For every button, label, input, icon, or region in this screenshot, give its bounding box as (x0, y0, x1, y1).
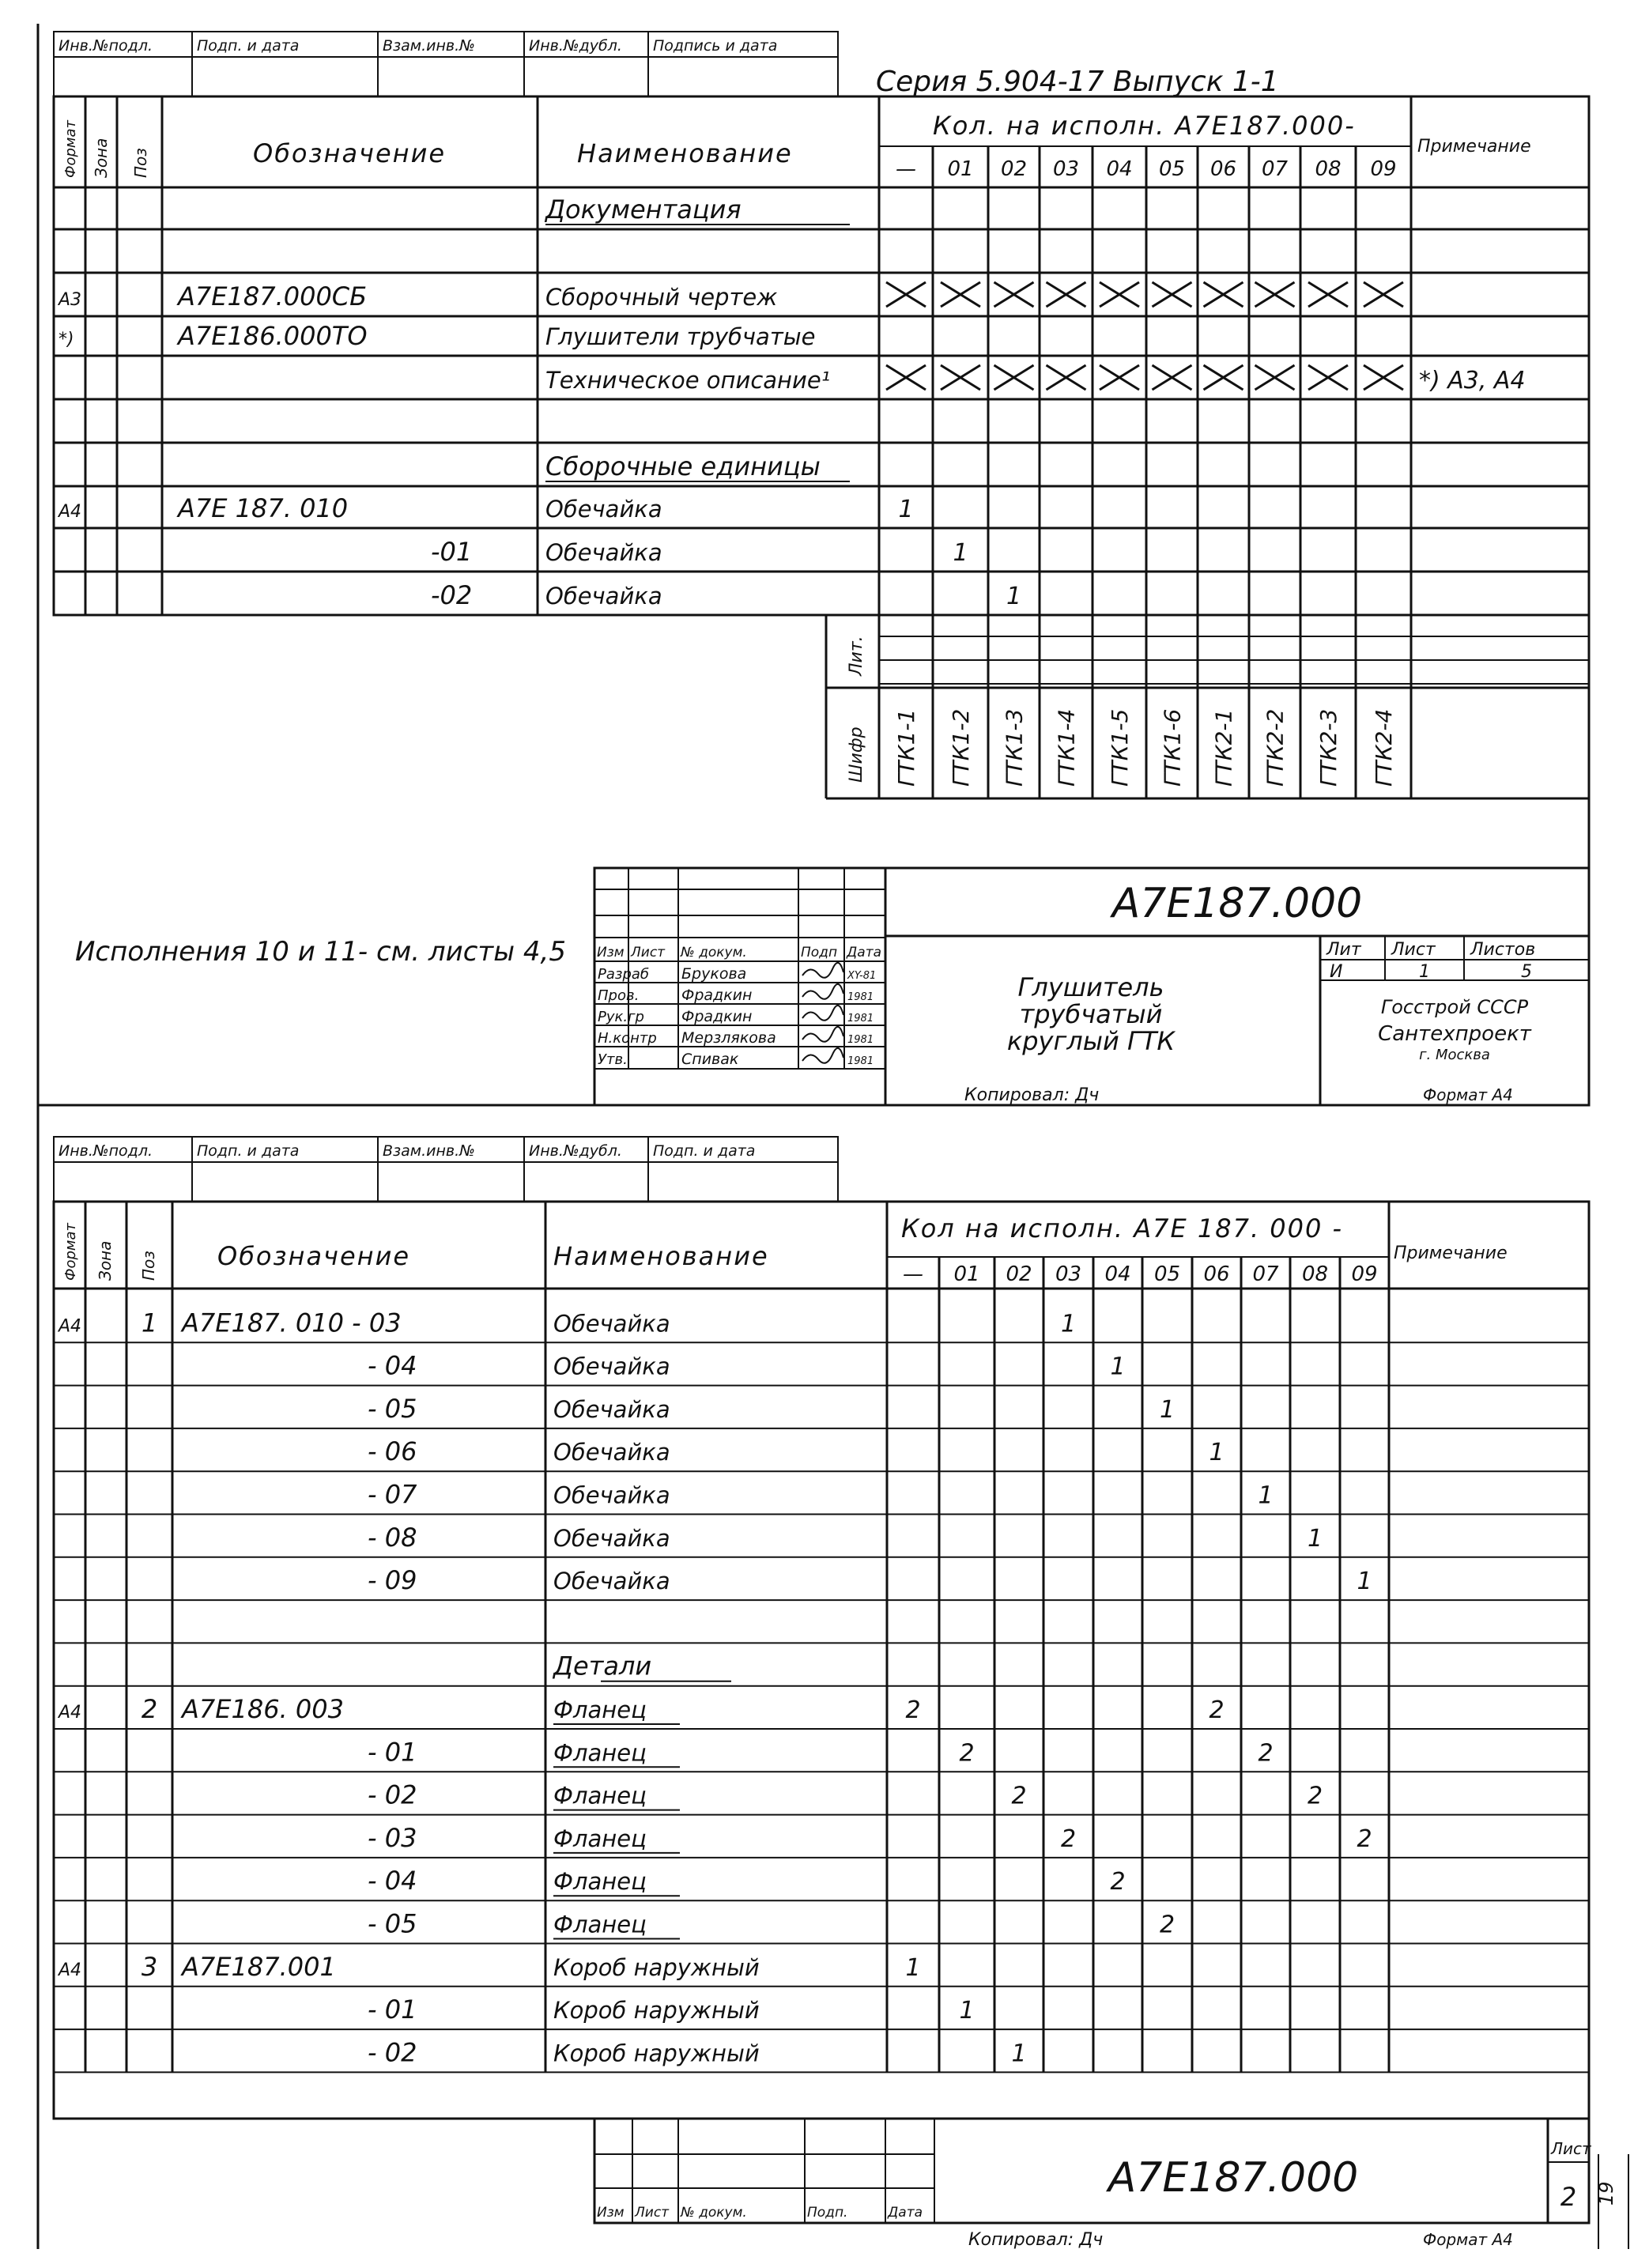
row-designation: - 05 (368, 1393, 417, 1424)
inventory-label: Взам.инв.№ (383, 37, 475, 55)
cross-value: X (1383, 388, 1384, 389)
cross-mark (1255, 282, 1295, 307)
row-name: Фланец (553, 1825, 647, 1852)
role-name: Спивак (681, 1051, 739, 1068)
row-designation: А7Е 187. 010 (178, 493, 349, 523)
cipher-value: ГТК2-3 (1315, 708, 1342, 787)
cross-value: X (1066, 388, 1067, 389)
qty-value: 1 (898, 496, 914, 523)
row-name: Фланец (553, 1868, 647, 1896)
cross-mark (1047, 365, 1086, 390)
qty-value: 1 (1209, 1439, 1225, 1467)
copied-by: Копировал: Дч (968, 2230, 1104, 2250)
cipher-value: ГТК2-4 (1371, 708, 1397, 787)
cross-mark (886, 365, 926, 390)
document-code: А7Е187.000 (1111, 880, 1363, 927)
inventory-label: Подп. и дата (197, 1142, 300, 1160)
row-name: Обечайка (553, 1481, 670, 1509)
cross-value: X (906, 388, 907, 389)
title-col-head: Лист (631, 945, 666, 960)
header-qty: Кол. на исполн. А7Е187.000- (933, 111, 1356, 141)
row-name: Техническое описание¹ (545, 367, 831, 394)
row-designation: - 04 (368, 1866, 417, 1896)
variant-header: 07 (1252, 1262, 1279, 1286)
row-designation: А7Е186.000ТО (178, 321, 368, 351)
row-name: Сборочный чертеж (545, 284, 778, 311)
role-label: Разраб (598, 966, 650, 983)
row-name: Обечайка (553, 1310, 670, 1338)
role-date: 1981 (847, 1055, 874, 1067)
row-pos: 3 (141, 1951, 158, 1982)
role-name: Фрадкин (681, 1008, 753, 1025)
role-name: Брукова (681, 965, 747, 983)
variant-header: — (896, 157, 916, 181)
qty-value: 1 (905, 1953, 921, 1982)
org-ministry: Госстрой СССР (1380, 996, 1529, 1018)
variant-header: 08 (1301, 1262, 1329, 1286)
cross-value: X (960, 305, 961, 306)
qty-value: 1 (1060, 1310, 1077, 1338)
row-designation: - 04 (368, 1350, 417, 1381)
qty-value: 2 (959, 1739, 975, 1768)
document-code: А7Е187.000 (1108, 2154, 1359, 2202)
inventory-label: Инв.№дубл. (529, 37, 622, 55)
variant-header: 06 (1203, 1262, 1230, 1286)
cross-mark (1364, 282, 1403, 307)
header-note: Примечание (1417, 137, 1531, 157)
qty-value: 1 (1258, 1481, 1274, 1510)
inventory-label: Подп. и дата (653, 1142, 756, 1160)
title-col-head: № докум. (681, 2205, 747, 2221)
cipher-value: ГТК1-2 (948, 708, 974, 787)
inventory-label: Подп. и дата (197, 37, 300, 55)
variant-header: — (903, 1262, 923, 1286)
title-col-head: Изм (597, 2205, 625, 2221)
role-date: 1981 (847, 1013, 874, 1025)
header-pos: Поз (131, 148, 150, 178)
title-col-head: Дата (888, 2205, 923, 2221)
header-note: Примечание (1394, 1243, 1508, 1263)
row-name: Короб наружный (553, 2040, 760, 2067)
qty-value: 2 (1258, 1739, 1274, 1768)
cross-mark (994, 282, 1034, 307)
row-designation: - 09 (368, 1565, 417, 1596)
signature-scribble (802, 1027, 843, 1042)
role-label: Н.контр (598, 1030, 657, 1047)
title-col-head: № докум. (681, 945, 747, 960)
cross-value: X (1383, 305, 1384, 306)
title-col-head: Изм (597, 945, 625, 960)
title-col-head: Подп (801, 945, 838, 960)
qty-value: 2 (1159, 1911, 1175, 1939)
row-name: Обечайка (545, 496, 662, 523)
signature-scribble (802, 984, 843, 999)
qty-value: 2 (1060, 1825, 1077, 1853)
variant-header: 02 (1006, 1262, 1032, 1286)
inventory-label: Подпись и дата (653, 37, 778, 55)
header-format: Формат (62, 119, 79, 178)
cipher-value: ГТК2-2 (1262, 708, 1289, 787)
qty-value: 1 (959, 1997, 975, 2025)
margin-page-number: 19 (1595, 2181, 1617, 2206)
variant-header: 05 (1153, 1262, 1181, 1286)
variant-header: 01 (947, 157, 974, 181)
cipher-value: ГТК1-1 (893, 708, 919, 787)
row-format: А4 (58, 1316, 82, 1337)
row-designation: - 05 (368, 1908, 417, 1939)
qty-value: 2 (1357, 1825, 1372, 1853)
cross-value: X (1223, 388, 1225, 389)
row-name: Обечайка (553, 1395, 670, 1423)
cross-value: X (1119, 305, 1120, 306)
row-name: Документация (545, 194, 742, 225)
cross-mark (994, 365, 1034, 390)
header-designation: Обозначение (253, 138, 447, 168)
cross-mark (1153, 365, 1192, 390)
row-designation: - 02 (368, 2037, 417, 2068)
row-name: Обечайка (545, 539, 662, 566)
qty-value: 2 (1209, 1696, 1225, 1724)
row-designation: - 03 (368, 1822, 417, 1853)
row-designation: - 01 (368, 1994, 417, 2025)
qty-value: 1 (1110, 1353, 1126, 1381)
role-date: XY-81 (847, 970, 877, 982)
cross-value: X (1274, 305, 1276, 306)
org-city: г. Москва (1419, 1047, 1490, 1063)
inventory-label: Инв.№подл. (58, 37, 153, 55)
cross-mark (1255, 365, 1295, 390)
cross-mark (1364, 365, 1403, 390)
row-designation: А7Е187. 010 - 03 (182, 1308, 402, 1338)
row-name: Фланец (553, 1696, 647, 1723)
cross-mark (941, 365, 980, 390)
signature-scribble (802, 1048, 843, 1063)
qty-value: 1 (1011, 2040, 1027, 2068)
signature-scribble (802, 1006, 843, 1021)
row-designation: А7Е187.000СБ (178, 281, 368, 311)
row-name: Фланец (553, 1911, 647, 1938)
cross-mark (1308, 365, 1348, 390)
cross-mark (1047, 282, 1086, 307)
qty-value: 1 (1307, 1524, 1323, 1553)
row-name: Короб наружный (553, 1953, 760, 1981)
row-format: А4 (58, 502, 82, 522)
row-designation: А7Е186. 003 (182, 1694, 344, 1724)
product-title: трубчатый (1019, 999, 1163, 1029)
variant-header: 01 (953, 1262, 980, 1286)
row-designation: -02 (431, 580, 473, 610)
cross-value: X (1066, 305, 1067, 306)
variant-header: 06 (1209, 157, 1237, 181)
qty-value: 1 (1357, 1568, 1372, 1596)
qty-value: 2 (905, 1696, 921, 1724)
row-designation: -01 (431, 537, 473, 567)
qty-value: 2 (1110, 1868, 1126, 1896)
org-institute: Сантехпроект (1378, 1022, 1531, 1046)
role-label: Рук.гр (598, 1009, 644, 1025)
title-col-head: Подп. (807, 2205, 848, 2221)
cross-value: X (960, 388, 961, 389)
paper-format: Формат А4 (1423, 1085, 1513, 1104)
row-note: *) А3, А4 (1419, 367, 1526, 394)
variant-header: 04 (1106, 157, 1133, 181)
row-name: Обечайка (545, 583, 662, 609)
row-pos: 2 (141, 1694, 158, 1724)
row-name: Детали (553, 1651, 652, 1681)
qty-value: 2 (1011, 1782, 1027, 1810)
inventory-label: Взам.инв.№ (383, 1142, 475, 1160)
role-label: Утв. (598, 1051, 628, 1068)
header-qty: Кол на исполн. А7Е 187. 000 - (901, 1213, 1344, 1243)
cipher-value: ГТК1-6 (1159, 708, 1186, 787)
cross-value: X (1013, 305, 1015, 306)
cross-value: X (1013, 388, 1015, 389)
role-date: 1981 (847, 991, 874, 1003)
cross-value: X (1328, 388, 1329, 389)
cross-mark (1204, 282, 1243, 307)
row-format: *) (58, 330, 74, 349)
variant-header: 04 (1104, 1262, 1131, 1286)
role-name: Фрадкин (681, 987, 753, 1004)
sheet-number: 1 (1419, 962, 1430, 982)
lit-col-head: Лит (1326, 940, 1361, 960)
product-title: круглый ГТК (1006, 1026, 1175, 1056)
role-name: Мерзлякова (681, 1029, 776, 1047)
row-designation: - 08 (368, 1522, 417, 1553)
row-designation: - 01 (368, 1737, 417, 1768)
series-label: Серия 5.904-17 Выпуск 1-1 (876, 66, 1279, 98)
row-name: Обечайка (553, 1439, 670, 1466)
specification-sheet-1 (54, 32, 1589, 1105)
cross-value: X (1119, 388, 1120, 389)
cross-mark (941, 282, 980, 307)
row-name: Обечайка (553, 1353, 670, 1380)
variant-header: 03 (1052, 157, 1080, 181)
header-zone: Зона (92, 138, 111, 178)
product-title: Глушитель (1017, 972, 1164, 1002)
cross-value: X (1274, 388, 1276, 389)
row-pos: 1 (141, 1308, 158, 1338)
cross-mark (1204, 365, 1243, 390)
cipher-label: Шифр (847, 726, 866, 783)
specification-sheet-2 (54, 1137, 1628, 2250)
cipher-value: ГТК1-3 (1001, 708, 1028, 787)
variant-header: 07 (1261, 157, 1289, 181)
variant-header: 09 (1370, 157, 1397, 181)
header-format: Формат (62, 1222, 79, 1281)
row-designation: - 06 (368, 1436, 417, 1467)
cipher-value: ГТК1-4 (1053, 708, 1080, 787)
sheet-col-head: Лист (1391, 940, 1436, 960)
sheet-col-head: Лист (1551, 2139, 1591, 2158)
header-name: Наименование (553, 1241, 769, 1271)
role-date: 1981 (847, 1034, 874, 1046)
header-pos: Поз (139, 1251, 158, 1281)
sheet-number: 2 (1560, 2182, 1577, 2212)
variant-header: 09 (1351, 1262, 1378, 1286)
cipher-value: ГТК2-1 (1210, 708, 1237, 787)
row-name: Короб наружный (553, 1997, 760, 2025)
variants-note: Исполнения 10 и 11- см. листы 4,5 (75, 936, 566, 968)
row-designation: А7Е187.001 (182, 1951, 336, 1982)
cipher-value: ГТК1-5 (1107, 708, 1133, 787)
header-designation: Обозначение (217, 1241, 411, 1271)
cross-value: X (1328, 305, 1329, 306)
row-name: Обечайка (553, 1568, 670, 1595)
variant-header: 03 (1055, 1262, 1082, 1286)
cross-mark (1100, 282, 1139, 307)
qty-value: 1 (1159, 1395, 1175, 1424)
qty-value: 2 (1307, 1782, 1323, 1810)
row-name: Обечайка (553, 1524, 670, 1552)
row-name: Сборочные единицы (545, 451, 821, 481)
variant-header: 05 (1158, 157, 1186, 181)
cross-mark (1100, 365, 1139, 390)
role-label: Пров. (598, 987, 640, 1004)
title-col-head: Лист (635, 2205, 670, 2221)
sheets-col-head: Листов (1470, 940, 1536, 960)
cross-value: X (1223, 305, 1225, 306)
row-name: Фланец (553, 1739, 647, 1767)
title-col-head: Дата (847, 945, 882, 960)
header-zone: Зона (96, 1240, 115, 1281)
row-format: А4 (58, 1703, 82, 1723)
inventory-label: Инв.№подл. (58, 1142, 153, 1160)
cross-value: X (1172, 388, 1173, 389)
inventory-label: Инв.№дубл. (529, 1142, 622, 1160)
cross-value: X (906, 305, 907, 306)
row-format: А4 (58, 1960, 82, 1980)
sheets-count: 5 (1521, 962, 1532, 982)
row-name: Глушители трубчатые (545, 323, 816, 350)
lit-label: Лит. (847, 636, 866, 676)
qty-value: 1 (1006, 583, 1022, 610)
cross-value: X (1172, 305, 1173, 306)
row-name: Фланец (553, 1782, 647, 1809)
cross-mark (1153, 282, 1192, 307)
lit-value: И (1330, 962, 1343, 982)
cross-mark (1308, 282, 1348, 307)
paper-format: Формат А4 (1423, 2230, 1513, 2249)
variant-header: 02 (1000, 157, 1028, 181)
row-designation: - 07 (368, 1479, 417, 1510)
row-designation: - 02 (368, 1779, 417, 1810)
header-name: Наименование (577, 138, 793, 168)
signature-scribble (802, 963, 843, 978)
row-format: А3 (58, 290, 82, 310)
copied-by: Копировал: Дч (964, 1085, 1100, 1105)
cross-mark (886, 282, 926, 307)
qty-value: 1 (953, 539, 968, 567)
variant-header: 08 (1315, 157, 1342, 181)
